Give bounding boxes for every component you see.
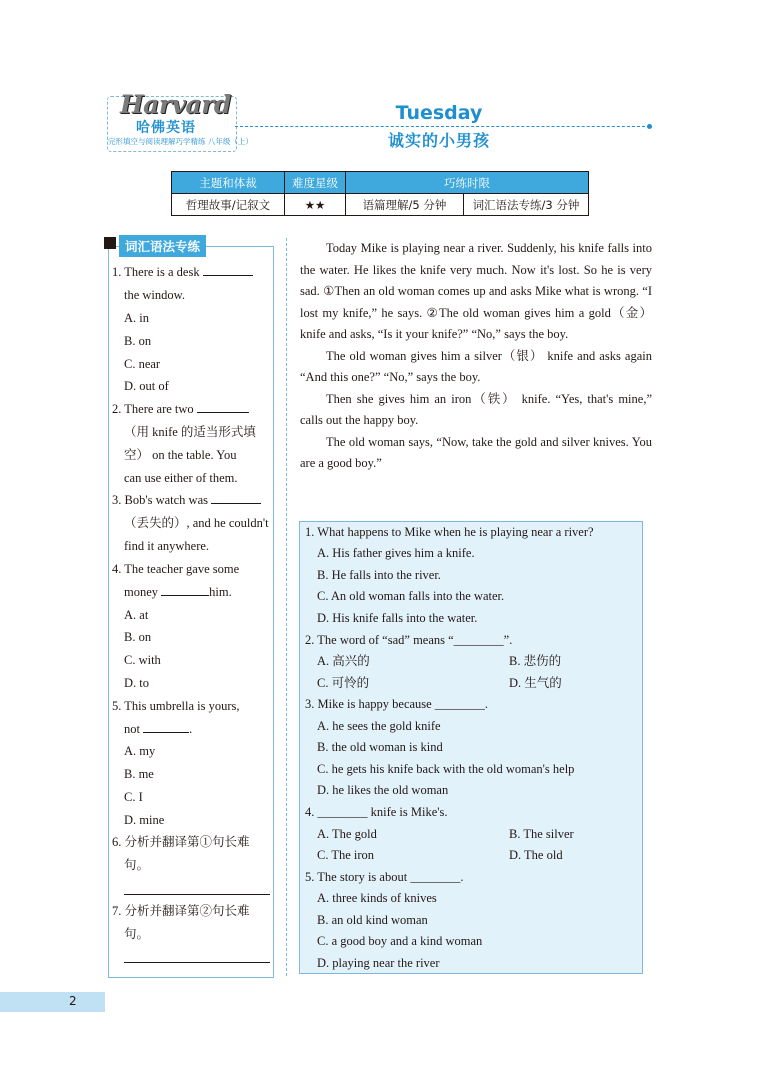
reading-q4-option: A. The gold <box>317 827 377 841</box>
logo-subtitle: 完形填空与阅读理解巧学精练 八年级（上） <box>108 137 253 146</box>
column-divider <box>286 238 287 976</box>
info-table-header <box>172 172 589 194</box>
vocab-q5-stem-cont: not . <box>124 722 193 736</box>
logo: Harvard <box>120 90 231 119</box>
vocab-section-label: 词汇语法专练 <box>119 235 206 257</box>
vocab-q7-stem-cont: 句。 <box>124 927 150 941</box>
header-cell-time: 巧练时限 <box>346 172 589 194</box>
reading-q5-option: A. three kinds of knives <box>317 891 437 905</box>
reading-q2-option: D. 生气的 <box>509 676 562 690</box>
vocab-q2-stem: 2. There are two <box>112 398 270 421</box>
vocab-q5-option: B. me <box>124 767 154 781</box>
cell-reading-time: 语篇理解/5 分钟 <box>346 194 464 216</box>
answer-blank[interactable] <box>143 732 189 733</box>
vocab-q4-option: C. with <box>124 653 161 667</box>
reading-q1-option: C. An old woman falls into the water. <box>317 589 505 603</box>
reading-q3-stem: 3. Mike is happy because ________. <box>305 697 488 711</box>
vocab-q6-stem-cont: 句。 <box>124 858 150 872</box>
vocab-q2-stem-cont: （用 knife 的适当形式填 <box>124 425 256 439</box>
reading-q1-option: A. His father gives him a knife. <box>317 546 475 560</box>
page-number-tab <box>0 992 105 1012</box>
vocab-q6-stem: 6. 分析并翻译第①句长难 <box>112 835 250 849</box>
reading-q3-option: B. the old woman is kind <box>317 740 443 754</box>
reading-q2-stem: 2. The word of “sad” means “________”. <box>305 633 513 647</box>
reading-q4-stem: 4. ________ knife is Mike's. <box>305 805 448 819</box>
reading-q3-option: D. he likes the old woman <box>317 783 449 797</box>
reading-q1-option: B. He falls into the river. <box>317 568 441 582</box>
vocab-q5-stem: 5. This umbrella is yours, <box>112 699 240 713</box>
vocab-q1-stem-cont: the window. <box>124 288 185 302</box>
reading-q3-option: A. he sees the gold knife <box>317 719 441 733</box>
reading-q2-option: C. 可怜的 <box>317 676 370 690</box>
reading-q3-option: C. he gets his knife back with the old woman's help <box>317 762 575 776</box>
reading-q5-stem: 5. The story is about ________. <box>305 870 464 884</box>
passage-paragraph: The old woman says, “Now, take the gold and silver knives. You are a good boy.” <box>300 434 652 470</box>
cell-stars: ★★ <box>285 194 346 216</box>
vocab-q4-option: A. at <box>124 608 149 622</box>
vocab-q5-option: A. my <box>124 744 156 758</box>
vocab-q4-stem: 4. The teacher gave some <box>112 562 240 576</box>
vocab-q7-stem: 7. 分析并翻译第②句长难 <box>112 904 250 918</box>
reading-q4-option: C. The iron <box>317 848 375 862</box>
logo-chinese: 哈佛英语 <box>136 120 196 136</box>
passage-paragraph: Today Mike is playing near a river. Suddenly, his knife falls into the water. He likes the knife very much. Now it's lost. So he is very sad. ①Then an old woman comes up and asks Mike what is wrong. “I lost my knife,” he says. ②The old woman gives him a gold（金） knife and asks, “Is it your knife?” “No,” says the boy. <box>300 241 652 341</box>
answer-blank[interactable] <box>197 412 249 413</box>
vocab-q1-option: B. on <box>124 334 152 348</box>
vocab-q4-stem-cont: money him. <box>124 585 232 599</box>
vocab-q5-option: C. I <box>124 790 143 804</box>
reading-q5-option: D. playing near the river <box>317 956 440 970</box>
answer-line[interactable] <box>124 962 270 963</box>
vocab-q4-option: D. to <box>124 676 149 690</box>
header-rule <box>235 126 650 127</box>
reading-passage <box>300 238 652 475</box>
header-cell-difficulty: 难度星级 <box>285 172 346 194</box>
passage-paragraph: Then she gives him an iron（铁） knife. “Yes, that's mine,” calls out the happy boy. <box>300 391 652 427</box>
answer-blank[interactable] <box>211 503 261 504</box>
reading-q4-option: B. The silver <box>509 827 574 841</box>
vocab-q3-stem: 3. Bob's watch was <box>112 489 270 512</box>
section-marker <box>104 237 116 249</box>
vocab-q3-stem-cont: （丢失的）, and he couldn't <box>124 516 269 530</box>
reading-q1-option: D. His knife falls into the water. <box>317 611 478 625</box>
story-title: 诚实的小男孩 <box>387 131 490 150</box>
day-title: Tuesday <box>395 102 483 124</box>
header-cell-theme: 主题和体裁 <box>172 172 285 194</box>
reading-q1-stem: 1. What happens to Mike when he is playing near a river? <box>305 525 594 539</box>
vocab-q5-option: D. mine <box>124 813 165 827</box>
answer-blank[interactable] <box>161 595 209 596</box>
vocab-q1-option: A. in <box>124 311 149 325</box>
reading-q5-option: C. a good boy and a kind woman <box>317 934 483 948</box>
header-rule-dot <box>647 124 652 129</box>
info-table <box>171 171 589 216</box>
info-table-row <box>172 194 589 216</box>
cell-genre: 哲理故事/记叙文 <box>172 194 285 216</box>
reading-q2-option: A. 高兴的 <box>317 654 370 668</box>
cell-vocab-time: 词汇语法专练/3 分钟 <box>464 194 589 216</box>
page-number: 2 <box>69 994 77 1008</box>
vocab-q1-stem: 1. There is a desk <box>112 261 270 284</box>
vocab-q4-option: B. on <box>124 630 152 644</box>
answer-line[interactable] <box>124 894 270 895</box>
vocab-q3-stem-cont: find it anywhere. <box>124 539 210 553</box>
vocab-q1-option: D. out of <box>124 379 169 393</box>
vocab-q2-stem-cont: 空） on the table. You <box>124 448 237 462</box>
vocab-q1-option: C. near <box>124 357 161 371</box>
reading-q5-option: B. an old kind woman <box>317 913 428 927</box>
reading-q4-option: D. The old <box>509 848 563 862</box>
passage-paragraph: The old woman gives him a silver（银） knife and asks again “And this one?” “No,” says the boy. <box>300 348 652 384</box>
reading-q2-option: B. 悲伤的 <box>509 654 562 668</box>
vocab-q2-stem-cont: can use either of them. <box>124 471 238 485</box>
answer-blank[interactable] <box>203 275 253 276</box>
